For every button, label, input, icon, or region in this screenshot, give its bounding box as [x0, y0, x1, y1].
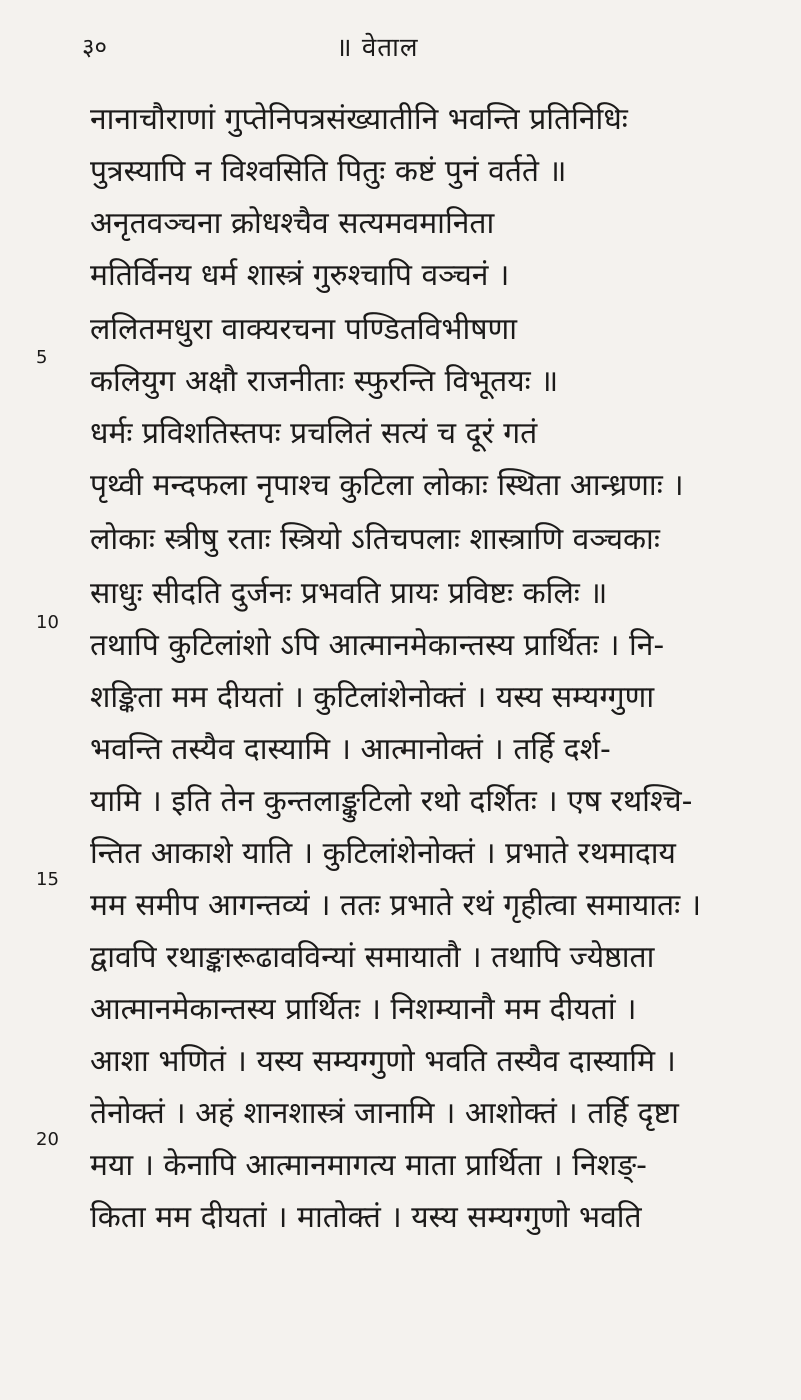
- text-line: मतिर्विनय धर्म शास्त्रं गुरुश्चापि वञ्चनं ।: [90, 258, 510, 293]
- text-line: तेनोक्तं । अहं शानशास्त्रं जानामि । आशोक्तं । तर्हि दृष्टा: [90, 1096, 679, 1131]
- text-line: किता मम दीयतां । मातोक्तं । यस्य सम्यग्गुणो भवति: [90, 1200, 642, 1235]
- page-header: [0, 24, 801, 64]
- text-line: द्वावपि रथाङ्कारूढावविन्यां समायातौ । तथापि ज्येष्ठाता: [90, 940, 655, 975]
- text-line: लोकाः स्त्रीषु रताः स्त्रियो ऽतिचपलाः शास्त्राणि वञ्चकाः: [90, 522, 660, 557]
- text-line: न्तित आकाशे याति । कुटिलांशेनोक्तं । प्रभाते रथमादाय: [90, 836, 676, 871]
- text-line: साधुः सीदति दुर्जनः प्रभवति प्रायः प्रविष्टः कलिः ॥: [90, 576, 608, 611]
- text-line: धर्मः प्रविशतिस्तपः प्रचलितं सत्यं च दूरं गतं: [90, 416, 538, 451]
- text-line: कलियुग अक्षौ राजनीताः स्फुरन्ति विभूतयः ॥: [90, 364, 559, 399]
- text-line: ललितमधुरा वाक्यरचना पण्डितविभीषणा: [90, 312, 518, 347]
- text-line: नानाचौराणां गुप्तेनिपत्रसंख्यातीनि भवन्ति प्रतिनिधिः: [90, 102, 628, 137]
- text-line: शङ्किता मम दीयतां । कुटिलांशेनोक्तं । यस्य सम्यग्गुणा: [90, 680, 655, 715]
- text-line: तथापि कुटिलांशो ऽपि आत्मानमेकान्तस्य प्रार्थितः । नि-: [90, 628, 665, 663]
- page-number: ३०: [82, 33, 107, 61]
- text-line: अनृतवञ्चना क्रोधश्चैव सत्यमवमानिता: [90, 206, 495, 241]
- line-number-10: 10: [36, 612, 59, 633]
- line-number-20: 20: [36, 1129, 59, 1150]
- text-line: आत्मानमेकान्तस्य प्रार्थितः । निशम्यानौ मम दीयतां ।: [90, 992, 637, 1027]
- text-line: पुत्रस्यापि न विश्वसिति पितुः कष्टं पुनं वर्तते ॥: [90, 154, 567, 189]
- line-number-5: 5: [36, 347, 48, 368]
- text-line: पृथ्वी मन्दफला नृपाश्च कुटिला लोकाः स्थिता आन्ध्रणाः ।: [90, 468, 684, 503]
- text-line: यामि । इति तेन कुन्तलाङ्कुटिलो रथो दर्शितः । एष रथश्चि-: [90, 784, 693, 819]
- running-title: ॥ वेताल: [336, 33, 419, 63]
- text-line: भवन्ति तस्यैव दास्यामि । आत्मानोक्तं । तर्हि दर्श-: [90, 732, 611, 767]
- line-number-15: 15: [36, 869, 59, 890]
- text-line: मया । केनापि आत्मानमागत्य माता प्रार्थिता । निशङ्-: [90, 1148, 648, 1183]
- text-line: आशा भणितं । यस्य सम्यग्गुणो भवति तस्यैव दास्यामि ।: [90, 1044, 676, 1079]
- text-line: मम समीप आगन्तव्यं । ततः प्रभाते रथं गृहीत्वा समायातः ।: [90, 888, 702, 923]
